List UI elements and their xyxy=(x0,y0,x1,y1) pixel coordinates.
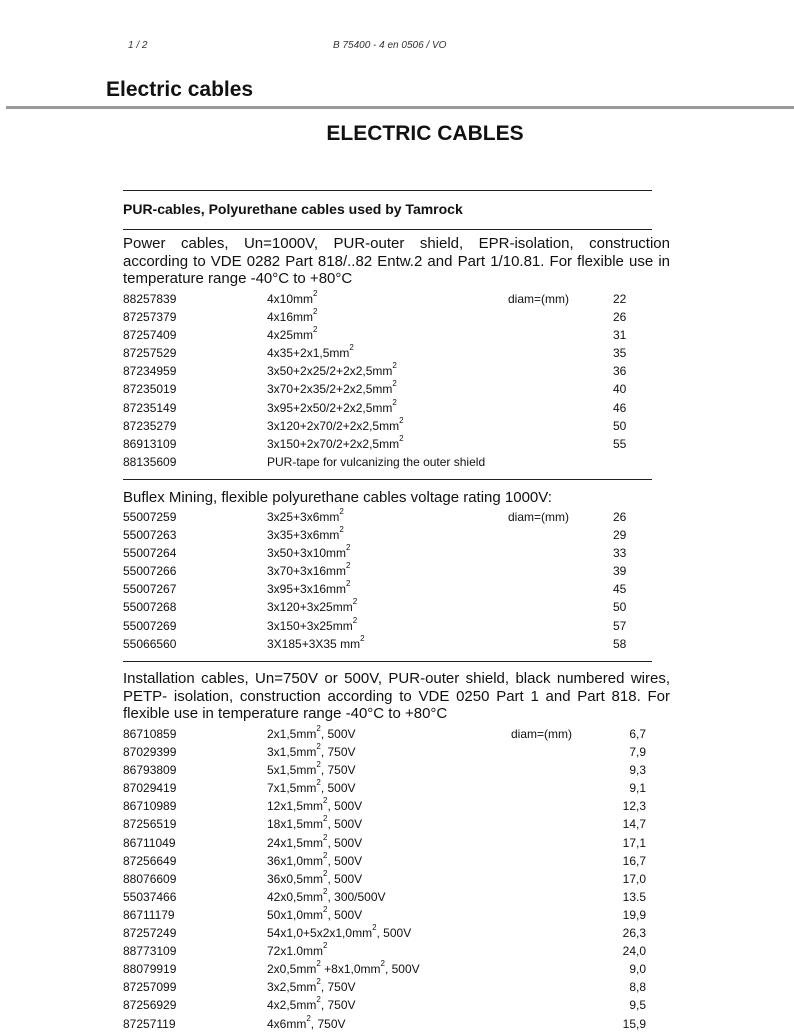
cable-list xyxy=(123,507,633,652)
diameter-value: 7,9 xyxy=(629,745,646,760)
cable-spec: $2x0,5mm^2 +8x1,0mm^2$, 500V xyxy=(267,959,420,977)
part-number: 88079919 xyxy=(123,962,177,977)
table-row xyxy=(123,579,633,597)
table-row xyxy=(123,634,633,652)
divider xyxy=(123,479,652,480)
cable-spec: $4x10mm^2$ xyxy=(267,289,318,306)
table-row xyxy=(123,597,633,615)
cable-spec: $50x1,0mm^2$, 500V xyxy=(267,904,363,922)
part-number: 87029399 xyxy=(123,745,177,760)
part-number: 88773109 xyxy=(123,944,177,959)
diameter-value: 33 xyxy=(613,546,627,561)
cable-spec: $42x0,5mm^2$, 300/500V xyxy=(267,886,386,904)
cable-spec: $12x1,5mm^2$, 500V xyxy=(267,796,363,814)
divider xyxy=(123,190,652,191)
part-number: 87235019 xyxy=(123,382,177,397)
part-number: 55066560 xyxy=(123,636,177,651)
cable-spec: $3x150+3x25mm^2$ xyxy=(267,615,358,633)
divider xyxy=(123,229,652,230)
part-number: 88257839 xyxy=(123,292,177,306)
table-row xyxy=(123,507,633,525)
diameter-value: 50 xyxy=(613,418,627,433)
diameter-value: 9,3 xyxy=(629,763,646,778)
table-row xyxy=(123,525,633,543)
part-number: 55007259 xyxy=(123,510,177,524)
subtitle: PUR-cables, Polyurethane cables used by Tamrock xyxy=(123,201,463,217)
table-row xyxy=(123,361,633,379)
cable-spec: $2x1,5mm^2$, 500V xyxy=(267,724,356,741)
part-number: 88076609 xyxy=(123,871,177,886)
part-number: 87257119 xyxy=(123,1016,176,1031)
diameter-value: 58 xyxy=(613,636,627,651)
table-row xyxy=(123,742,646,760)
cable-spec: $72x1.0mm^2$ xyxy=(267,941,328,959)
part-number: 87029419 xyxy=(123,781,177,796)
diameter-label: diam=(mm) xyxy=(508,510,570,524)
part-number: 87235149 xyxy=(123,400,177,415)
cable-spec: $3x50+3x10mm^2$ xyxy=(267,543,351,561)
diameter-value: 19,9 xyxy=(622,907,646,922)
title-divider xyxy=(6,106,794,109)
main-title: ELECTRIC CABLES xyxy=(326,122,524,145)
page-number: 1 / 2 xyxy=(128,40,148,51)
cable-spec: $3x95+2x50/2+2x2,5mm^2$ xyxy=(267,397,397,415)
part-number: 55037466 xyxy=(123,889,177,904)
table-row xyxy=(123,941,646,959)
table-row xyxy=(123,343,633,361)
table-row xyxy=(123,724,646,742)
table-row xyxy=(123,814,646,832)
table-row xyxy=(123,379,633,397)
diameter-value: 29 xyxy=(613,528,627,543)
part-number: 87256649 xyxy=(123,853,177,868)
divider xyxy=(123,661,652,662)
cable-spec: $4x6mm^2$, 750V xyxy=(267,1013,346,1031)
part-number: 55007266 xyxy=(123,564,177,579)
cable-spec: $3x35+3x6mm^2$ xyxy=(267,525,344,543)
cable-spec: $3x1,5mm^2$, 750V xyxy=(267,742,356,760)
diameter-value: 8,8 xyxy=(629,980,646,995)
diameter-label: diam=(mm) xyxy=(508,292,570,306)
table-row xyxy=(123,1013,646,1032)
part-number: 87234959 xyxy=(123,364,177,379)
table-row xyxy=(123,416,633,434)
part-number: 55007264 xyxy=(123,546,177,561)
document-reference: B 75400 - 4 en 0506 / VO xyxy=(333,40,447,51)
diameter-value: 50 xyxy=(613,600,627,615)
cable-spec: $3x25+3x6mm^2$ xyxy=(267,507,344,524)
part-number: 87257099 xyxy=(123,980,177,995)
part-number: 87257249 xyxy=(123,926,177,941)
cable-list xyxy=(123,289,633,470)
part-number: 88135609 xyxy=(123,454,177,469)
diameter-value: 46 xyxy=(613,400,627,415)
table-row xyxy=(123,995,646,1013)
table-row xyxy=(123,923,646,941)
cable-spec: $4x25mm^2$ xyxy=(267,325,318,343)
diameter-value: 45 xyxy=(613,582,627,597)
diameter-value: 9,5 xyxy=(629,998,646,1013)
table-row xyxy=(123,289,633,307)
cable-list xyxy=(123,724,646,1032)
part-number: 87256929 xyxy=(123,998,177,1013)
table-row xyxy=(123,868,646,887)
diameter-value: 26 xyxy=(613,310,627,325)
diameter-value: 57 xyxy=(613,618,627,633)
diameter-value: 14,7 xyxy=(622,817,646,832)
part-number: 55007268 xyxy=(123,600,177,615)
part-number: 87257529 xyxy=(123,346,177,361)
cable-spec: $24x1,5mm^2$, 500V xyxy=(267,832,363,850)
cable-spec: $5x1,5mm^2$, 750V xyxy=(267,760,356,778)
cable-spec: $36x1,0mm^2$, 500V xyxy=(267,850,363,868)
cable-spec: $4x16mm^2$ xyxy=(267,307,318,325)
diameter-value: 40 xyxy=(613,382,627,397)
table-row xyxy=(123,561,633,579)
table-row xyxy=(123,543,633,561)
table-row xyxy=(123,325,633,343)
diameter-value: 6,7 xyxy=(629,727,646,741)
cable-spec: $7x1,5mm^2$, 500V xyxy=(267,778,356,796)
table-row xyxy=(123,307,633,325)
table-row xyxy=(123,832,646,851)
table-row xyxy=(123,616,633,634)
part-number: 86793809 xyxy=(123,763,177,778)
cable-spec: $3x50+2x25/2+2x2,5mm^2$ xyxy=(267,361,397,379)
cable-spec: $4x2,5mm^2$, 750V xyxy=(267,995,356,1013)
table-row xyxy=(123,959,646,977)
table-row xyxy=(123,977,646,995)
diameter-value: 13.5 xyxy=(622,889,646,904)
part-number: 55007267 xyxy=(123,582,177,597)
diameter-value: 22 xyxy=(613,292,627,306)
part-number: 87256519 xyxy=(123,817,177,832)
part-number: 87235279 xyxy=(123,418,177,433)
part-number: 86913109 xyxy=(123,436,177,451)
part-number: 87257379 xyxy=(123,310,177,325)
diameter-value: 39 xyxy=(613,564,627,579)
diameter-value: 12,3 xyxy=(622,799,646,814)
diameter-value: 26,3 xyxy=(622,926,646,941)
table-row xyxy=(123,452,633,470)
diameter-value: 16,7 xyxy=(622,853,646,868)
section-description: Buflex Mining, flexible polyurethane cables voltage rating 1000V: xyxy=(123,489,552,506)
cable-spec: $36x0,5mm^2$, 500V xyxy=(267,868,363,886)
diameter-value: 31 xyxy=(613,328,627,343)
part-number: 86710989 xyxy=(123,799,177,814)
diameter-value: 24,0 xyxy=(622,944,646,959)
diameter-label: diam=(mm) xyxy=(511,727,573,741)
table-row xyxy=(123,434,633,452)
cable-spec: $3x70+2x35/2+2x2,5mm^2$ xyxy=(267,379,397,397)
table-row xyxy=(123,796,646,814)
diameter-value: 35 xyxy=(613,346,627,361)
cable-spec: $18x1,5mm^2$, 500V xyxy=(267,814,363,832)
diameter-value: 15,9 xyxy=(622,1016,646,1031)
diameter-value: 17,1 xyxy=(622,835,646,850)
part-number: 86711179 xyxy=(123,907,175,922)
cable-spec: 3X185+3X35 $mm^2$ xyxy=(267,633,365,651)
section-description: Power cables, Un=1000V, PUR-outer shield, EPR-isolation, construction according to VDE 0282 Part 818/..82 Entw.2 and Part 1/10.81. For flexible use in temperature range -40°C to +80°C xyxy=(123,235,670,287)
cable-spec: PUR-tape for vulcanizing the outer shield xyxy=(267,454,486,469)
table-row xyxy=(123,398,633,416)
table-row xyxy=(123,850,646,869)
diameter-value: 17,0 xyxy=(622,871,646,886)
cable-spec: $54x1,0+5x2x1,0mm^2$, 500V xyxy=(267,923,412,941)
document-title: Electric cables xyxy=(106,78,254,101)
cable-spec: $3x2,5mm^2$, 750V xyxy=(267,977,356,995)
part-number: 86711049 xyxy=(123,835,176,850)
cable-spec: $3x150+2x70/2+2x2,5mm^2$ xyxy=(267,433,404,451)
table-row xyxy=(123,778,646,796)
table-row xyxy=(123,886,646,905)
table-row xyxy=(123,760,646,778)
diameter-value: 9,1 xyxy=(629,781,646,796)
diameter-value: 36 xyxy=(613,364,627,379)
cable-spec: $4x35+2x1,5mm^2$ xyxy=(267,343,354,361)
cable-spec: $3x70+3x16mm^2$ xyxy=(267,561,351,579)
table-row xyxy=(123,904,646,923)
cable-spec: $3x120+3x25mm^2$ xyxy=(267,597,358,615)
cable-spec: $3x120+2x70/2+2x2,5mm^2$ xyxy=(267,415,404,433)
diameter-value: 9,0 xyxy=(629,962,646,977)
cable-spec: $3x95+3x16mm^2$ xyxy=(267,579,351,597)
diameter-value: 26 xyxy=(613,510,627,524)
diameter-value: 55 xyxy=(613,436,627,451)
section-description: Installation cables, Un=750V or 500V, PUR-outer shield, black numbered wires, PETP- isolation, construction according to VDE 0250 Part 1 and Part 818. For flexible use in temperature range -40°C to +80°C xyxy=(123,670,670,722)
part-number: 86710859 xyxy=(123,727,177,741)
part-number: 55007263 xyxy=(123,528,177,543)
part-number: 55007269 xyxy=(123,618,177,633)
part-number: 87257409 xyxy=(123,328,177,343)
